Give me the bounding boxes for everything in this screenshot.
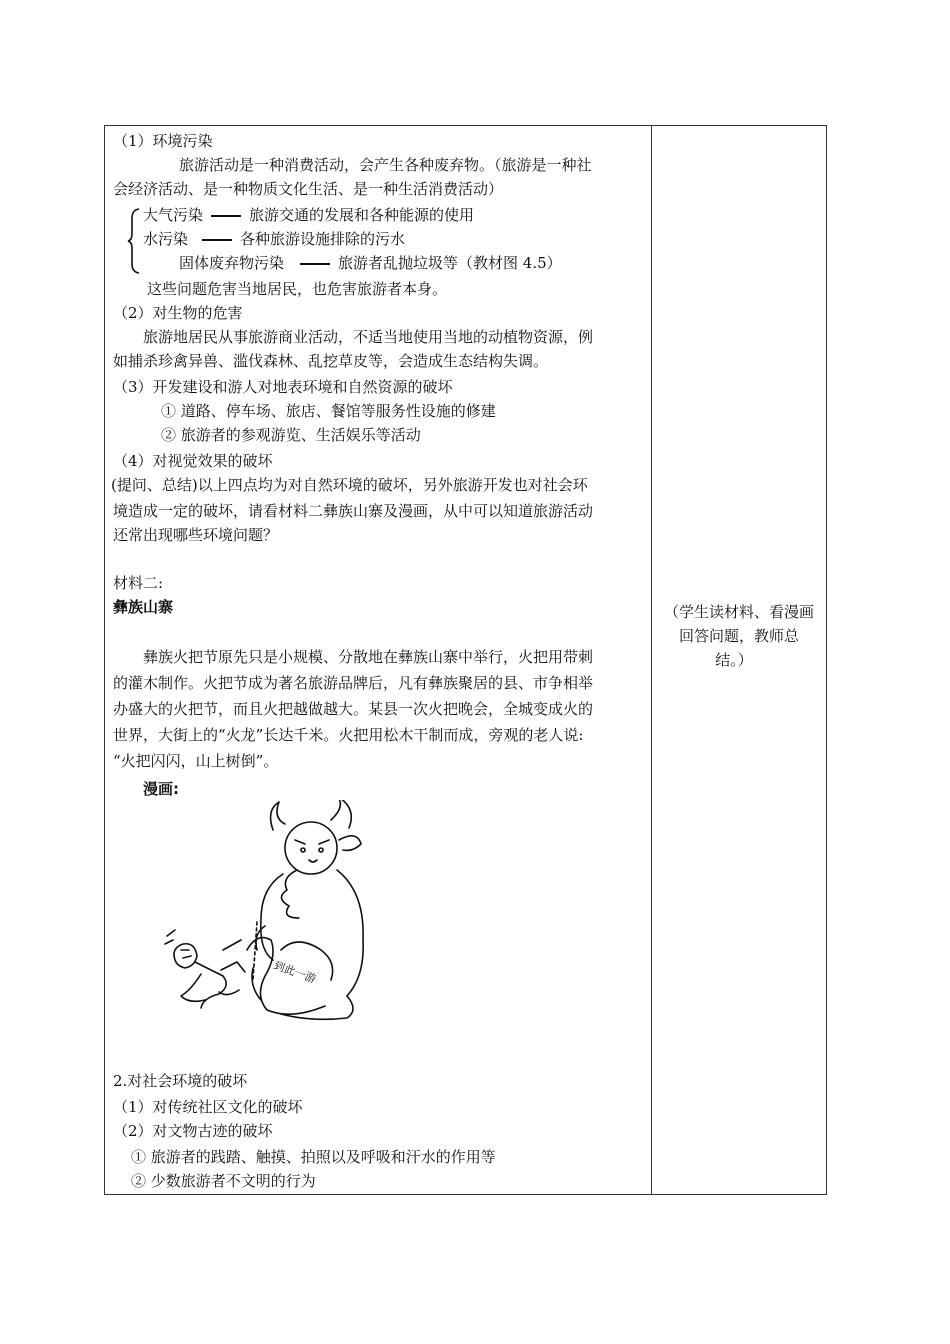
s3-item2: ② 旅游者的参观游览、生活娱乐等活动: [161, 426, 421, 444]
story-line3: 办盛大的火把节，而且火把越做越大。某县一次火把晚会，全城变成火的: [113, 700, 594, 718]
cartoon-image: [161, 800, 381, 1030]
pollution-row-air: [143, 204, 474, 226]
dash-icon: [202, 239, 232, 241]
s2-para-line1: 旅游地居民从事旅游商业活动，不适当地使用当地的动植物资源，例: [143, 328, 594, 346]
pollution-type: 固体废弃物污染: [179, 254, 285, 272]
cartoon-foot-text: 到此一游: [271, 958, 318, 986]
lesson-table: [104, 125, 827, 1195]
s2-heading: （2）对生物的危害: [113, 304, 243, 322]
social-item1: （1）对传统社区文化的破坏: [113, 1098, 303, 1116]
story-line4: 世界，大街上的“火龙”长达千米。火把用松木干制而成，旁观的老人说:: [113, 726, 584, 744]
pollution-type: 水污染: [143, 230, 189, 248]
story-line5: “火把闪闪，山上树倒”。: [113, 752, 279, 770]
side-note-line1: （学生读材料、看漫画: [663, 603, 814, 621]
s1-harm: 这些问题危害当地居民，也危害旅游者本身。: [147, 280, 448, 298]
social-item2: （2）对文物古迹的破坏: [113, 1122, 273, 1140]
social-sub1: ① 旅游者的践踏、触摸、拍照以及呼吸和汗水的作用等: [131, 1148, 496, 1166]
pollution-cause: 各种旅游设施排除的污水: [240, 230, 406, 248]
material-title: 彝族山寨: [113, 598, 174, 616]
pollution-row-solid: [179, 252, 562, 274]
social-heading: 2.对社会环境的破坏: [113, 1072, 248, 1090]
summary-line1: (提问、总结)以上四点均为对自然环境的破坏，另外旅游开发也对社会环: [111, 476, 588, 494]
summary-line3: 还常出现哪些环境问题？: [113, 526, 279, 544]
pollution-row-water: [143, 228, 405, 250]
material-label: 材料二:: [113, 574, 164, 592]
side-column: [657, 600, 821, 672]
s4-heading: （4）对视觉效果的破坏: [113, 452, 273, 470]
story-line1: 彝族火把节原先只是小规模、分散地在彝族山寨中举行，火把用带刺: [143, 648, 594, 666]
pollution-cause: 旅游者乱抛垃圾等（教材图 4.5）: [338, 254, 562, 272]
s2-para-line2: 如捕杀珍禽异兽、滥伐森林、乱挖草皮等，会造成生态结构失调。: [113, 352, 549, 370]
s1-heading: （1）环境污染: [113, 132, 213, 150]
dash-icon: [300, 263, 330, 265]
social-sub2: ② 少数旅游者不文明的行为: [131, 1172, 316, 1190]
dash-icon: [211, 215, 241, 217]
s1-para-line1: 旅游活动是一种消费活动，会产生各种废弃物。（旅游是一种社: [179, 156, 592, 174]
cartoon-label: 漫画:: [143, 780, 179, 798]
side-note-line3: 结。）: [715, 651, 753, 669]
story-line2: 的灌木制作。火把节成为著名旅游品牌后，凡有彝族聚居的县、市争相举: [113, 674, 594, 692]
s3-heading: （3）开发建设和游人对地表环境和自然资源的破坏: [113, 378, 453, 396]
side-note-line2: 回答问题，教师总: [678, 627, 799, 645]
s1-para-line2: 会经济活动、是一种物质文化生活、是一种生活消费活动）: [113, 180, 504, 198]
brace-icon: [127, 208, 141, 274]
pollution-cause: 旅游交通的发展和各种能源的使用: [249, 206, 475, 224]
summary-line2: 境造成一定的破坏，请看材料二彝族山寨及漫画，从中可以知道旅游活动: [113, 502, 594, 520]
s3-item1: ① 道路、停车场、旅店、餐馆等服务性设施的修建: [161, 402, 496, 420]
pollution-type: 大气污染: [143, 206, 204, 224]
